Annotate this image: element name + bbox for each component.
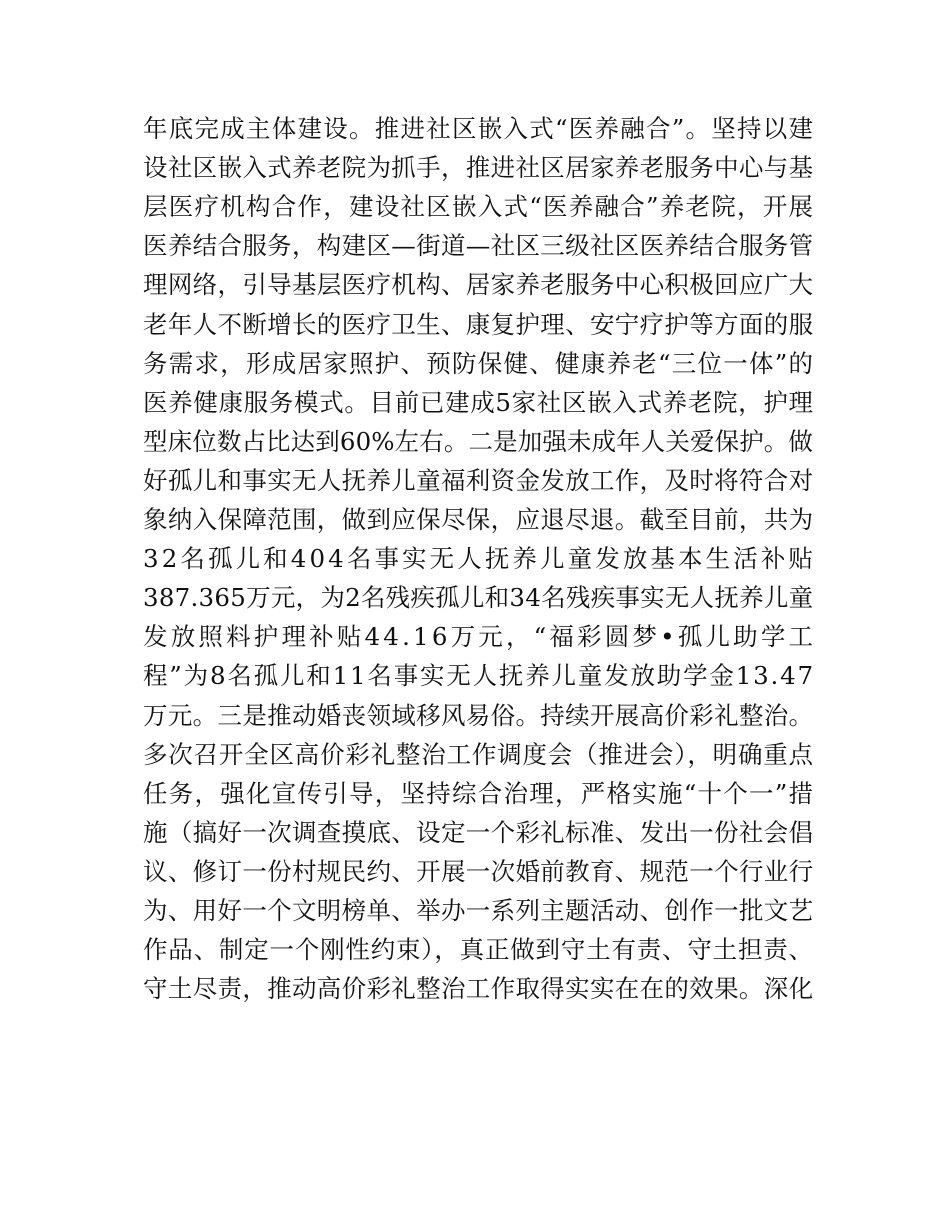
- text-line: 作品、制定一个刚性约束），真正做到守土有责、守土担责、: [143, 935, 814, 965]
- text-line: 施（搞好一次调查摸底、设定一个彩礼标准、发出一份社会倡: [143, 817, 814, 847]
- text-line: 务需求，形成居家照护、预防保健、健康养老“三位一体”的: [143, 348, 815, 378]
- text-line: 老年人不断增长的医疗卫生、康复护理、安宁疗护等方面的服: [143, 309, 814, 339]
- text-line: 象纳入保障范围，做到应保尽保，应退尽退。截至目前，共为: [143, 505, 814, 534]
- text-line: 型床位数占比达到60%左右。二是加强未成年人关爱保护。做: [143, 426, 814, 456]
- text-line: 32名孤儿和404名事实无人抚养儿童发放基本生活补贴: [143, 544, 817, 574]
- text-line: 医养健康服务模式。目前已建成5家社区嵌入式养老院，护理: [143, 387, 814, 417]
- text-line: 387.365万元，为2名残疾孤儿和34名残疾事实无人抚养儿童: [143, 583, 814, 613]
- text-line: 发放照料护理补贴44.16万元，“福彩圆梦•孤儿助学工: [143, 622, 817, 652]
- text-line: 好孤儿和事实无人抚养儿童福利资金发放工作，及时将符合对: [143, 465, 814, 495]
- text-line: 为、用好一个文明榜单、举办一系列主题活动、创作一批文艺: [143, 896, 814, 925]
- text-line: 设社区嵌入式养老院为抓手，推进社区居家养老服务中心与基: [143, 153, 814, 183]
- text-line: 程”为8名孤儿和11名事实无人抚养儿童发放助学金13.47: [143, 661, 815, 691]
- text-line: 多次召开全区高价彩礼整治工作调度会（推进会），明确重点: [143, 739, 814, 769]
- text-line: 议、修订一份村规民约、开展一次婚前教育、规范一个行业行: [143, 856, 814, 886]
- text-line: 年底完成主体建设。推进社区嵌入式“医养融合”。坚持以建: [143, 114, 815, 143]
- text-line: 医养结合服务，构建区—街道—社区三级社区医养结合服务管: [143, 231, 814, 261]
- text-line: 守土尽责，推动高价彩礼整治工作取得实实在在的效果。深化: [143, 974, 814, 1004]
- text-line: 层医疗机构合作，建设社区嵌入式“医养融合”养老院，开展: [143, 192, 815, 222]
- text-line: 万元。三是推动婚丧领域移风易俗。持续开展高价彩礼整治。: [143, 700, 814, 730]
- text-line: 任务，强化宣传引导，坚持综合治理，严格实施“十个一”措: [143, 778, 815, 808]
- text-line: 理网络，引导基层医疗机构、居家养老服务中心积极回应广大: [143, 270, 814, 300]
